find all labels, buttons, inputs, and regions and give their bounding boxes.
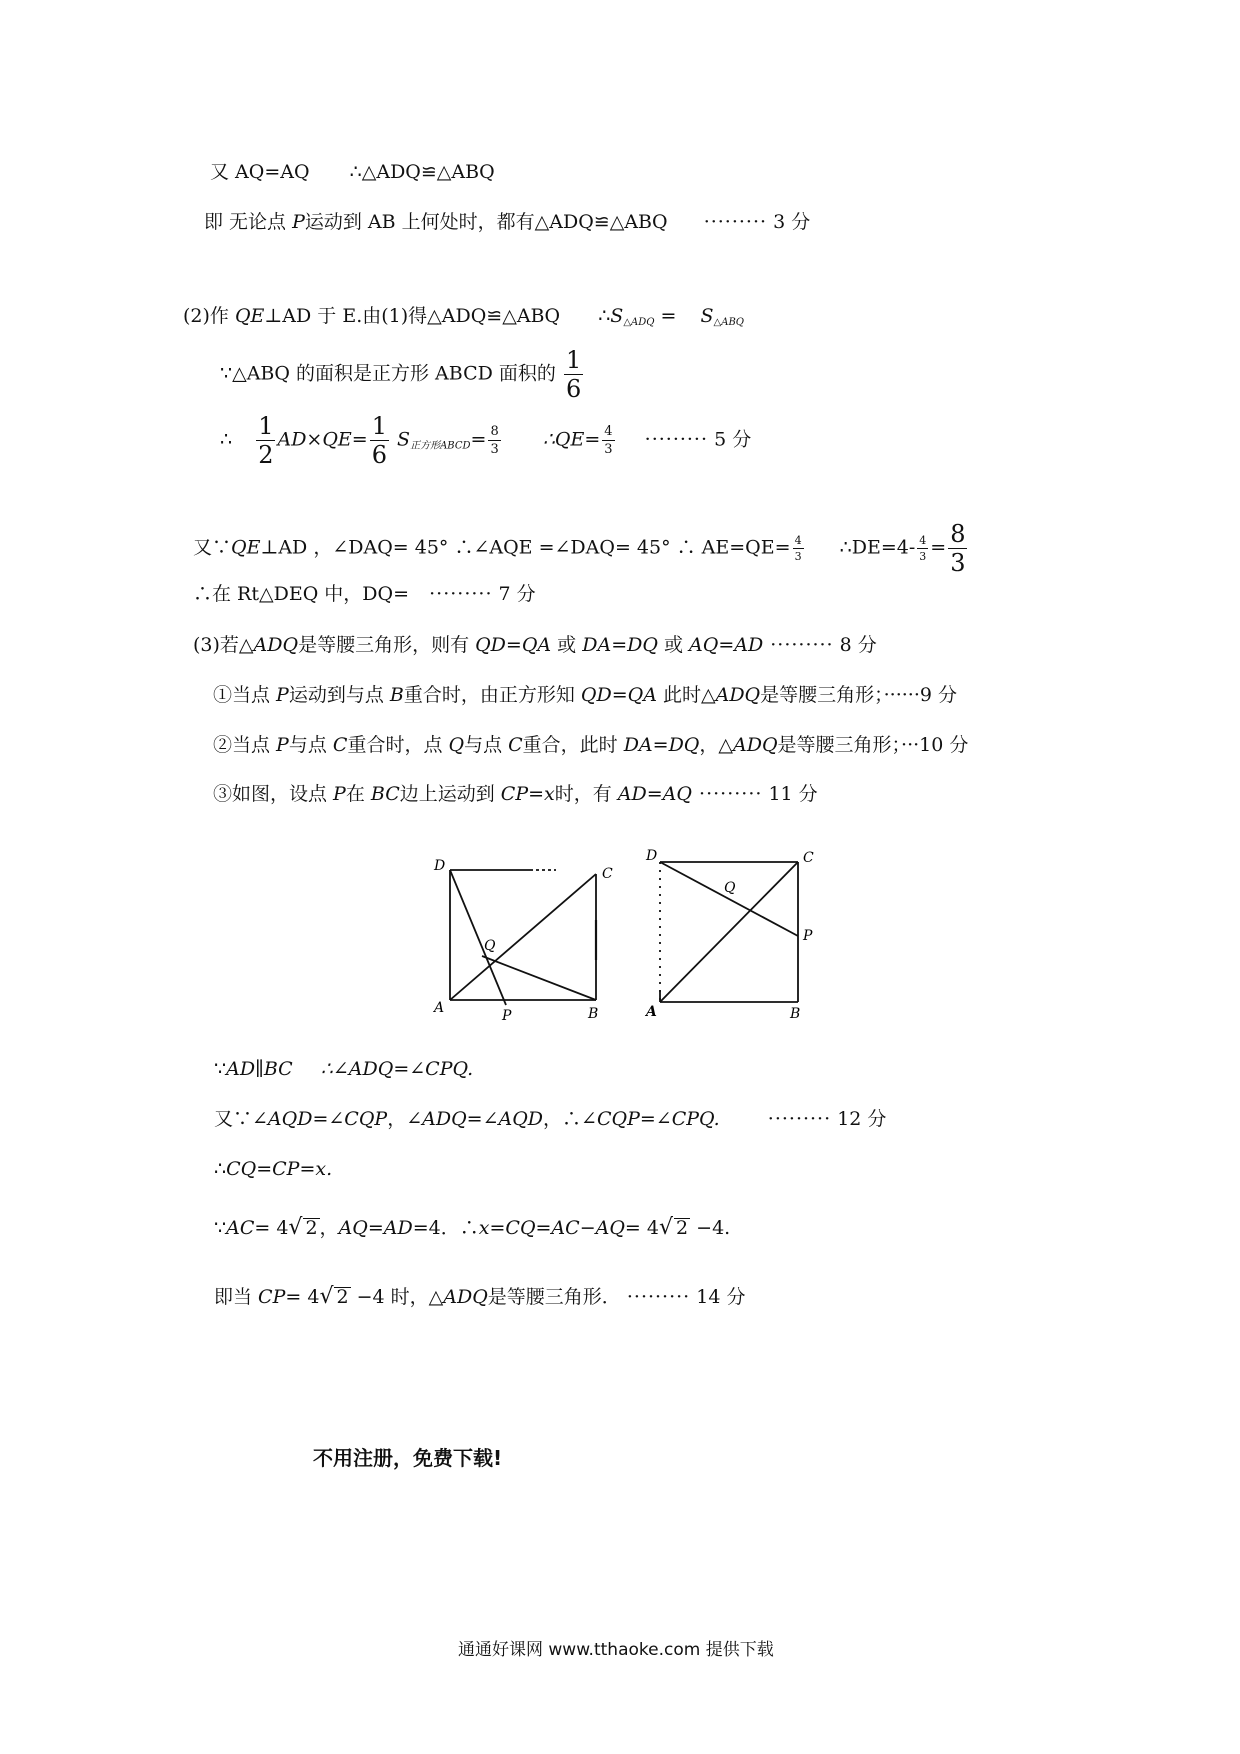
text: 又∵∠: [214, 1108, 268, 1130]
text: ∴在 Rt△DEQ 中，DQ=: [193, 583, 410, 605]
var-qe: QE: [231, 536, 261, 559]
text: 是等腰三角形．: [487, 1286, 621, 1308]
text: ∴△ADQ≌△ABQ: [349, 161, 495, 183]
label-p: P: [502, 1008, 512, 1024]
expression: ∴∠ADQ=∠CPQ.: [320, 1058, 474, 1080]
segment-qb: [482, 956, 596, 1000]
area-symbol: S: [397, 428, 411, 451]
text: 运动到 AB 上何处时，都有△ADQ≌△ABQ: [304, 211, 668, 233]
text: =: [930, 536, 947, 559]
score: 5 分: [714, 428, 752, 451]
area-symbol: S: [610, 305, 624, 327]
fraction: $\frac{1}{2}$: [258, 412, 274, 469]
score: 8 分: [833, 634, 877, 656]
text: 即 无论点: [204, 211, 293, 233]
score: 14 分: [696, 1286, 746, 1308]
line-13: [214, 1110, 886, 1129]
text: 边上运动到: [399, 783, 501, 805]
triangle-name: ADQ: [253, 634, 299, 656]
line-7: [193, 585, 536, 604]
geometry-figure-2: [640, 840, 840, 1030]
text: 重合，此时: [522, 734, 624, 756]
equation: CP=x: [500, 783, 555, 805]
text: ，: [319, 1217, 339, 1239]
dots: ·········: [767, 1108, 832, 1130]
equation: DA=DQ: [582, 634, 658, 656]
line-2: [204, 213, 810, 232]
dots: ·········: [703, 211, 768, 233]
text: 又 AQ=AQ: [210, 161, 310, 183]
text: ①当点: [213, 684, 277, 706]
line-11: [213, 785, 818, 804]
footer-text: 通通好课网 www.tthaoke.com 提供下载: [458, 1640, 774, 1660]
label-c: C: [602, 866, 613, 882]
label-a: A: [646, 1004, 657, 1020]
text: (3)若△: [193, 634, 254, 656]
line-14: [214, 1160, 332, 1179]
text: 是等腰三角形；······9 分: [760, 684, 957, 706]
segment-name: AC: [226, 1217, 255, 1239]
var-p: P: [292, 211, 305, 233]
text: ∵△ABQ 的面积是正方形 ABCD 面积的: [220, 362, 556, 385]
line-15: [214, 1217, 730, 1239]
line-1: [210, 163, 495, 182]
radical-icon: √: [288, 1215, 303, 1240]
var-b: B: [389, 684, 404, 706]
text: = 4: [254, 1217, 289, 1239]
fraction: $\frac{8}{3}$: [490, 424, 499, 457]
text: ∴DE=4-: [839, 536, 916, 559]
equation: QD=QA: [475, 634, 552, 656]
triangle-name: ADQ: [443, 1286, 488, 1308]
text: ，∴∠: [543, 1108, 597, 1130]
segment-dp: [660, 862, 798, 936]
dots: ·········: [429, 583, 493, 605]
text: ②当点: [213, 734, 277, 756]
expression: ADQ=∠AQD: [422, 1108, 544, 1130]
text: 与点: [288, 734, 333, 756]
radical-icon: √: [658, 1215, 674, 1240]
line-10: [213, 736, 968, 755]
text: 是等腰三角形；···10 分: [777, 734, 969, 756]
line-16: [214, 1286, 745, 1308]
because-symbol: ∵: [214, 1058, 227, 1080]
text: ，△: [699, 734, 734, 756]
label-b: B: [588, 1006, 599, 1022]
text: 时，有: [554, 783, 618, 805]
dots: ·········: [644, 428, 709, 451]
fraction: $\frac{4}{3}$: [919, 534, 927, 563]
label-b: B: [790, 1006, 801, 1022]
equation: QD=QA: [580, 684, 657, 706]
var-p: P: [276, 734, 289, 756]
therefore-symbol: ∴: [220, 428, 233, 451]
text: =: [654, 305, 683, 327]
expression: ∴QE=: [542, 428, 601, 451]
subscript: △ABQ: [713, 317, 744, 328]
line-4: [220, 348, 585, 401]
equation: AD=AQ: [617, 783, 692, 805]
geometry-figure-1: [420, 850, 620, 1030]
radicand: 2: [676, 1217, 689, 1239]
line-6: [193, 522, 969, 575]
expression: AQ=AD: [338, 1217, 413, 1239]
text: 4: [640, 1217, 659, 1239]
text: 此时△: [656, 684, 716, 706]
text: 是等腰三角形，则有: [298, 634, 476, 656]
dots: ·········: [626, 1286, 691, 1308]
score: 11 分: [762, 783, 818, 805]
expression: AD∥BC: [226, 1058, 293, 1080]
fraction: $\frac{4}{3}$: [794, 534, 802, 563]
therefore-symbol: ∴: [598, 305, 611, 327]
var-c: C: [508, 734, 523, 756]
text: 在: [345, 783, 371, 805]
area-symbol: S: [700, 305, 714, 327]
segment-name: BC: [370, 783, 400, 805]
subscript: 正方形ABCD: [410, 440, 471, 452]
score: 7 分: [498, 583, 536, 605]
expression: x=CQ=AC−AQ=: [478, 1217, 641, 1239]
fraction: $\frac{1}{6}$: [565, 346, 582, 403]
text: 运动到与点: [288, 684, 390, 706]
expression: CQ=CP=x.: [226, 1158, 333, 1180]
segment-ac: [450, 874, 596, 1000]
text: 或: [657, 634, 690, 656]
line-3: [183, 307, 744, 328]
label-c: C: [803, 850, 814, 866]
dots: ·········: [692, 783, 763, 805]
text: ⊥AD 于 E.由(1)得△ADQ≌△ABQ: [264, 305, 561, 327]
equation: AQ=AD: [689, 634, 764, 656]
fraction: $\frac{4}{3}$: [604, 424, 613, 457]
segment-dp: [450, 870, 506, 1005]
line-12: [214, 1060, 473, 1079]
text: (2)作: [183, 305, 235, 327]
because-symbol: ∵: [214, 1217, 227, 1239]
text: 与点: [464, 734, 509, 756]
label-q: Q: [484, 938, 496, 954]
subscript: △ADQ: [623, 317, 655, 328]
text: −4.: [690, 1217, 731, 1239]
text: 重合时，由正方形知: [403, 684, 581, 706]
expression: AQD=∠CQP: [267, 1108, 388, 1130]
equation: DA=DQ: [623, 734, 700, 756]
text: −4 时，△: [350, 1286, 444, 1308]
text: ⊥AD ，∠DAQ= 45° ∴∠AQE =∠DAQ= 45° ∴ AE=QE=: [260, 536, 791, 559]
label-p: P: [803, 928, 813, 944]
text: 或: [551, 634, 583, 656]
segment-name: CP: [258, 1286, 286, 1308]
line-5: [220, 414, 751, 467]
text: ，∠: [387, 1108, 423, 1130]
label-q: Q: [724, 880, 736, 896]
text: 又∵: [193, 536, 232, 559]
label-a: A: [434, 1000, 445, 1016]
var-qe: QE: [234, 305, 265, 327]
expression: CQP=∠CPQ.: [596, 1108, 720, 1130]
text: =: [470, 428, 487, 451]
label-d: D: [646, 848, 658, 864]
var-p: P: [276, 684, 289, 706]
radicand: 2: [336, 1286, 349, 1308]
text: 重合时，点: [347, 734, 449, 756]
text: =4．∴: [412, 1217, 479, 1239]
triangle-name: ADQ: [715, 684, 761, 706]
text: ③如图，设点: [213, 783, 334, 805]
score: 12 分: [837, 1108, 887, 1130]
radicand: 2: [305, 1217, 318, 1239]
var-c: C: [332, 734, 348, 756]
text: 即当: [214, 1286, 259, 1308]
line-9: [213, 686, 957, 705]
var-q: Q: [448, 734, 465, 756]
fraction: $\frac{8}{3}$: [950, 520, 966, 577]
line-8: [193, 636, 877, 655]
radical-icon: √: [319, 1284, 334, 1309]
fraction: $\frac{1}{6}$: [371, 412, 387, 469]
dots: ·········: [763, 634, 834, 656]
promo-text: 不用注册，免费下载!: [313, 1446, 503, 1470]
var-p: P: [333, 783, 346, 805]
triangle-name: ADQ: [733, 734, 778, 756]
expression: AD×QE=: [277, 428, 368, 451]
label-d: D: [434, 858, 446, 874]
text: = 4: [285, 1286, 320, 1308]
therefore-symbol: ∴: [214, 1158, 227, 1180]
score: 3 分: [773, 211, 811, 233]
